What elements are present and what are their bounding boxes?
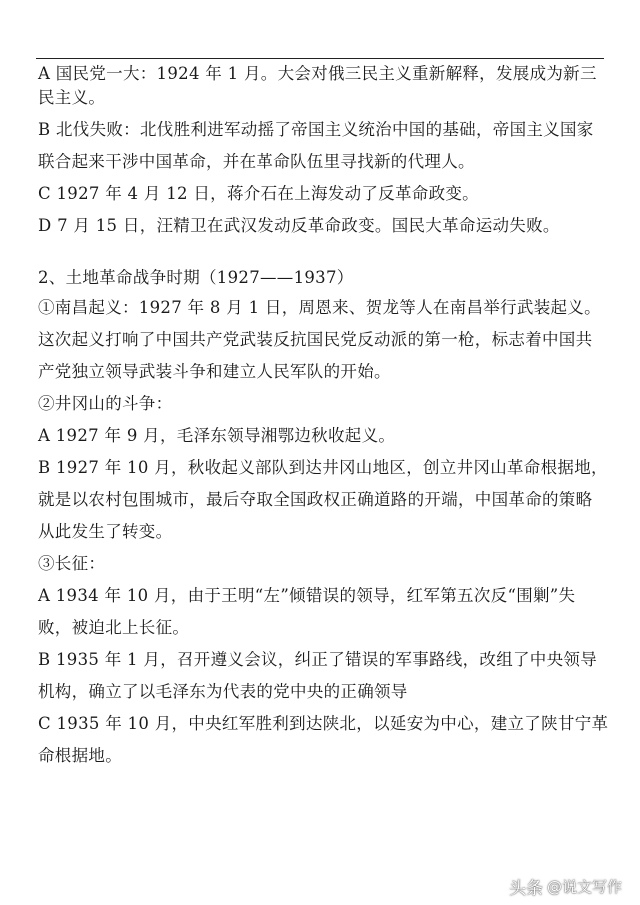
text-line: B 北伐失败：北伐胜利进军动摇了帝国主义统治中国的基础，帝国主义国家 (38, 120, 594, 139)
section1-item-a (38, 62, 604, 110)
longmarch-item-b (38, 648, 604, 704)
section1-item-b (38, 118, 604, 174)
subsection-title: ③长征： (38, 554, 106, 573)
text-line: 联合起来干涉中国革命，并在革命队伍里寻找新的代理人。 (38, 152, 475, 171)
watermark (509, 874, 622, 899)
text-line: C 1927 年 4 月 12 日，蒋介石在上海发动了反革命政变。 (38, 184, 479, 203)
jinggang-item-a (38, 424, 604, 448)
section-heading: 2、土地革命战争时期（1927——1937） (38, 268, 354, 287)
text-line: B 1927 年 10 月，秋收起义部队到达井冈山地区，创立井冈山革命根据地， (38, 458, 608, 477)
top-rule (36, 58, 604, 59)
jinggang-item-b (38, 456, 608, 544)
longmarch-item-c (38, 712, 609, 768)
text-line: 这次起义打响了中国共产党武装反抗国民党反动派的第一枪，标志着中国共 (38, 330, 593, 349)
section1-item-d (38, 214, 604, 238)
text-line: 从此发生了转变。 (38, 522, 173, 541)
text-line: A 1934 年 10 月，由于王明“左”倾错误的领导，红军第五次反“围剿”失 (38, 586, 576, 605)
nanchang-uprising (38, 296, 604, 384)
longmarch-item-a (38, 584, 604, 640)
text-line: A 1927 年 9 月，毛泽东领导湘鄂边秋收起义。 (38, 426, 396, 445)
text-line: A 国民党一大：1924 年 1 月。大会对俄三民主义重新解释，发展成为新三 (38, 64, 597, 83)
text-line: 败，被迫北上长征。 (38, 618, 190, 637)
watermark-site: 头条 (508, 879, 543, 899)
text-line: C 1935 年 10 月，中央红军胜利到达陕北，以延安为中心，建立了陕甘宁革 (38, 714, 609, 733)
text-line: 命根据地。 (38, 746, 122, 765)
text-line: D 7 月 15 日，汪精卫在武汉发动反革命政变。国民大革命运动失败。 (38, 216, 560, 235)
document-page (38, 62, 609, 768)
text-line: 机构，确立了以毛泽东为代表的党中央的正确领导 (38, 682, 408, 701)
text-line: 就是以农村包围城市，最后夺取全国政权正确道路的开端，中国革命的策略 (38, 490, 593, 509)
section1-item-c (38, 182, 604, 206)
text-line: 民主义。 (38, 88, 106, 107)
text-line: ①南昌起义：1927 年 8 月 1 日，周恩来、贺龙等人在南昌举行武装起义。 (38, 298, 601, 317)
text-line: 产党独立领导武装斗争和建立人民军队的开始。 (38, 362, 391, 381)
text-line: B 1935 年 1 月，召开遵义会议，纠正了错误的军事路线，改组了中央领导 (38, 650, 597, 669)
subsection-title: ②井冈山的斗争： (38, 394, 173, 413)
watermark-account: @说文写作 (546, 878, 622, 896)
